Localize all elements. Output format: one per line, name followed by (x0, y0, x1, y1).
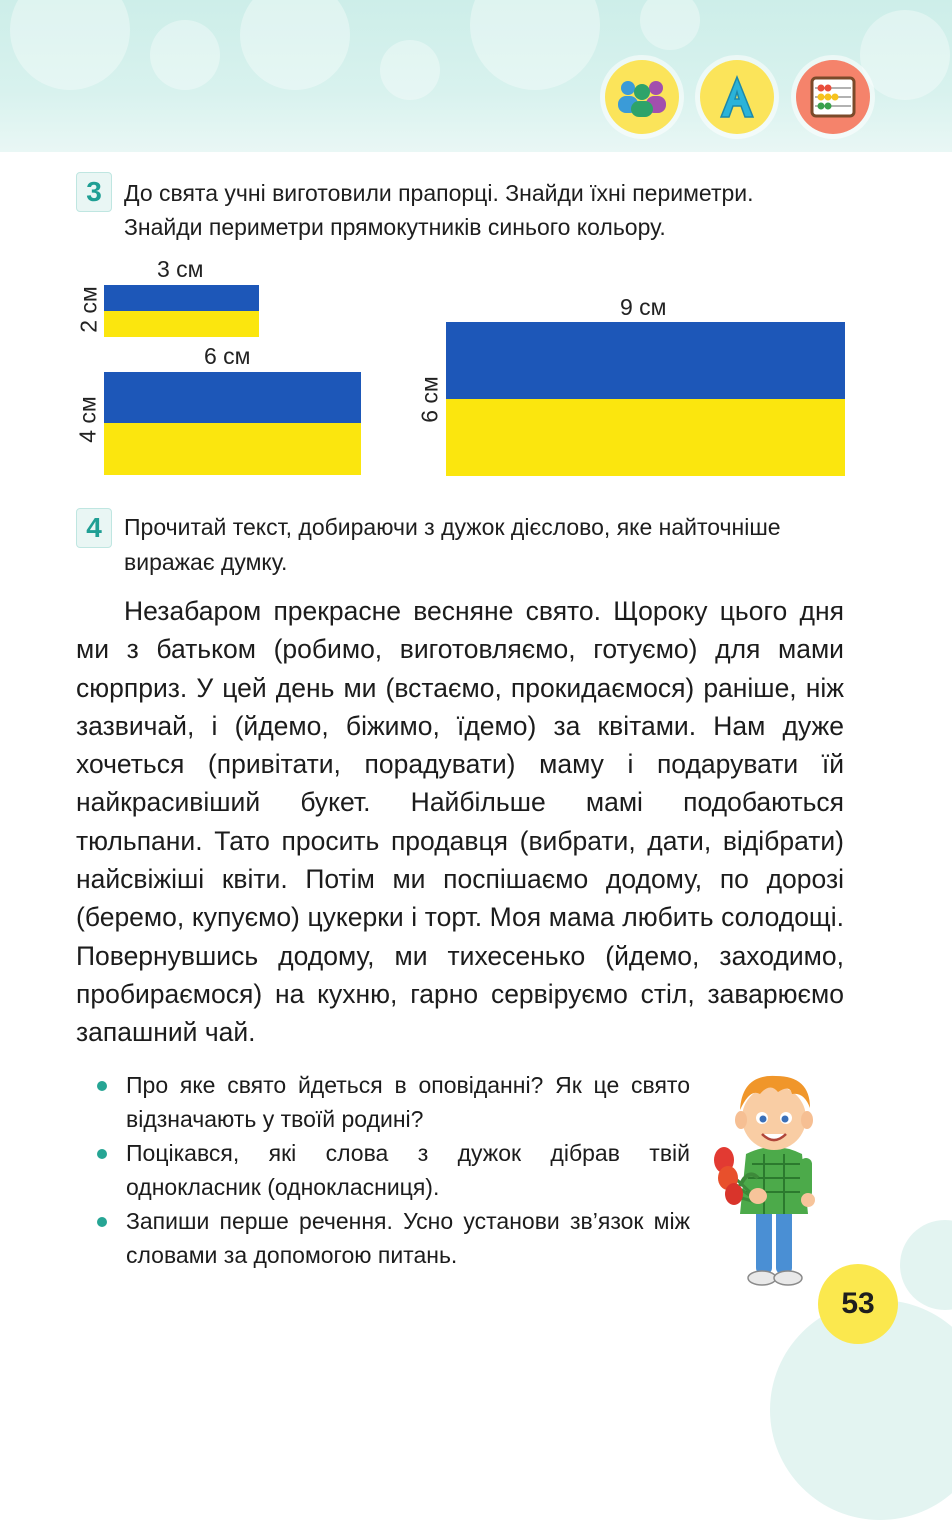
task4-instruction-line1: Прочитай текст, добираючи з дужок дієслово, яке найточніше (124, 514, 781, 540)
question-item (100, 1068, 690, 1136)
task3-instruction-line1: До свята учні виготовили прапорці. Знайди їхні периметри. (124, 180, 754, 206)
flag3-height-label: 6 см (416, 376, 443, 423)
flag-medium (104, 372, 361, 475)
task4-instruction-line2: виражає думку. (124, 549, 288, 575)
story-paragraph: Незабаром прекрасне весняне свято. Щороку цього дня ми з батьком (робимо, виготовляємо, готуємо) для мами сюрприз. У цей день ми (встаємо, прокидаємося) раніше, ніж зазвичай, і (йдемо, біжимо, їдемо) за квітами. Нам дуже хочеться (привітати, порадувати) маму і подарувати їй найкрасивіший букет. Найбільше мамі подобаються тюльпани. Тато просить продавця (вибрати, дати, відібрати) найсвіжіші квіти. Потім ми поспішаємо додому, по дорозі (беремо, купуємо) цукерки і торт. Моя мама любить солодощі. Повернувшись додому, ми тихесенько (йдемо, заходимо, пробираємося) на кухню, гарно сервіруємо стіл, заварюємо запашний чай. (76, 596, 844, 1048)
question-text: Поцікався, які слова з дужок дібрав твій однокласник (однокласниця). (126, 1140, 690, 1200)
decor-bubble (900, 1220, 952, 1310)
question-item (100, 1136, 690, 1204)
flag-small (104, 285, 259, 337)
task-number-4: 4 (76, 508, 112, 548)
bullet-dot (97, 1081, 107, 1091)
flag3-width-label: 9 см (620, 294, 667, 320)
bullet-dot (97, 1149, 107, 1159)
page-number: 53 (818, 1264, 898, 1344)
task-number-3: 3 (76, 172, 112, 212)
flag1-width-label: 3 см (157, 256, 204, 282)
story-text (76, 592, 844, 1052)
question-text: Запиши перше речення. Усно установи зв’язок між словами за допомогою питань. (126, 1208, 690, 1268)
question-item (100, 1204, 690, 1272)
boy-with-tulips-illustration (712, 1068, 837, 1290)
question-text: Про яке свято йдеться в оповіданні? Як це свято відзначають у твоїй родині? (126, 1072, 690, 1132)
flag2-width-label: 6 см (204, 343, 251, 369)
group-work-icon (605, 60, 679, 134)
flag-large (446, 322, 845, 476)
flag2-height-label: 4 см (74, 396, 101, 443)
letter-a-icon (700, 60, 774, 134)
bullet-dot (97, 1217, 107, 1227)
task3-instruction-line2: Знайди периметри прямокутників синього кольору. (124, 214, 666, 240)
flag1-height-label: 2 см (75, 286, 102, 333)
abacus-icon (796, 60, 870, 134)
